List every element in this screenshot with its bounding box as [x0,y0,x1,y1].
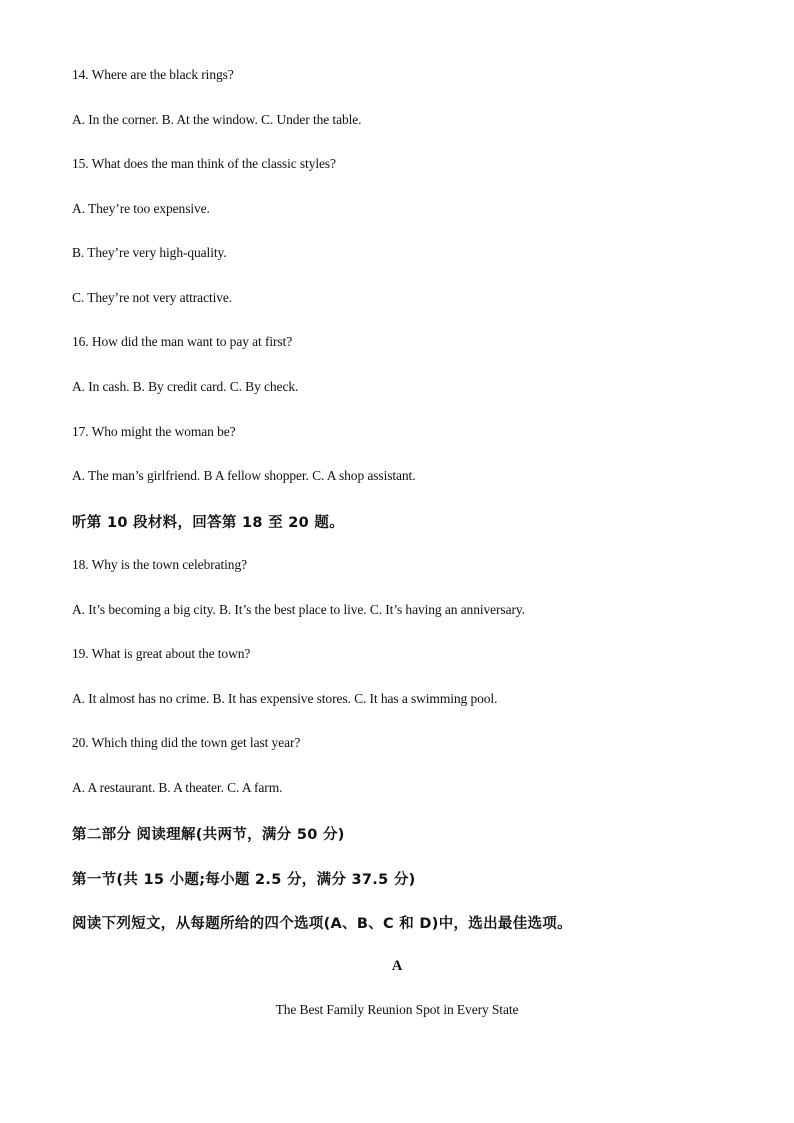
question-18-options: A. It’s becoming a big city. B. It’s the best place to live. C. It’s having an anniversary. [72,602,525,617]
question-18: 18. Why is the town celebrating? [72,557,248,572]
question-14: 14. Where are the black rings? [72,67,234,82]
question-15-option-c: C. They’re not very attractive. [72,290,233,305]
question-15-option-a: A. They’re too expensive. [72,201,210,216]
question-14-options: A. In the corner. B. At the window. C. Under the table. [72,112,362,127]
question-15-option-b: B. They’re very high-quality. [72,245,227,260]
question-17-options: A. The man’s girlfriend. B A fellow shopper. C. A shop assistant. [72,468,416,483]
passage-title: The Best Family Reunion Spot in Every State [275,1002,519,1017]
section-instruction-passage-10: 听第 10 段材料，回答第 18 至 20 题。 [72,515,345,531]
question-19: 19. What is great about the town? [72,646,251,661]
part-two-heading: 第二部分 阅读理解(共两节，满分 50 分) [72,827,345,843]
question-16: 16. How did the man want to pay at first? [72,334,293,349]
passage-label: A [391,958,403,974]
question-16-options: A. In cash. B. By credit card. C. By check. [72,379,299,394]
question-20: 20. Which thing did the town get last year? [72,735,301,750]
question-19-options: A. It almost has no crime. B. It has expensive stores. C. It has a swimming pool. [72,691,498,706]
reading-instruction: 阅读下列短文，从每题所给的四个选项(A、B、C 和 D)中，选出最佳选项。 [72,916,572,932]
question-17: 17. Who might the woman be? [72,424,236,439]
question-20-options: A. A restaurant. B. A theater. C. A farm. [72,780,283,795]
section-one-heading: 第一节(共 15 小题;每小题 2.5 分，满分 37.5 分) [72,872,416,888]
question-15: 15. What does the man think of the classic styles? [72,156,336,171]
